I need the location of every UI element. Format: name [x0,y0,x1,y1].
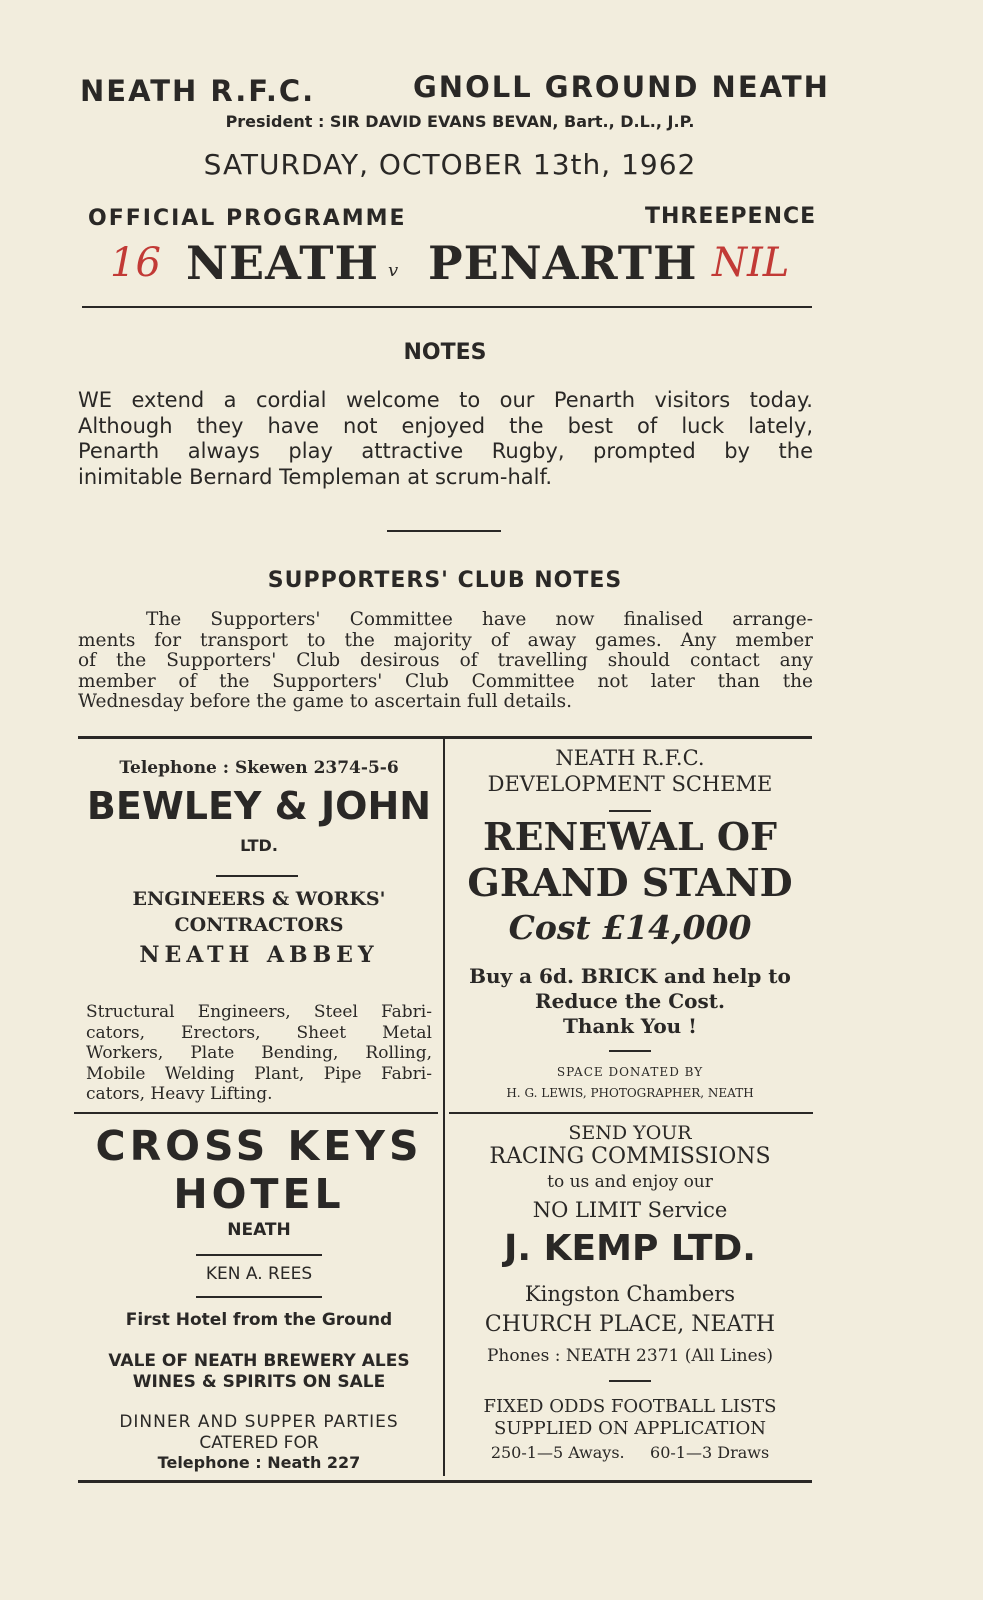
section-divider [387,530,501,532]
supporters-line: The Supporters' Committee have now finalised arrange- [146,609,813,630]
ad-bewley-john [78,740,440,1110]
crosskeys-divider-1 [196,1254,322,1256]
kemp-name: J. KEMP LTD. [504,1228,756,1269]
kemp-odds-1: FIXED ODDS FOOTBALL LISTS [483,1396,777,1417]
away-team: PENARTH [428,236,698,290]
notes-line: WE extend a cordial welcome to our Penarth visitors today. [78,388,813,412]
kemp-odds-2: SUPPLIED ON APPLICATION [493,1418,766,1439]
dev-line-2: DEVELOPMENT SCHEME [487,772,773,796]
kemp-line-2: RACING COMMISSIONS [489,1144,771,1169]
crosskeys-ales-1: VALE OF NEATH BREWERY ALES [108,1351,410,1371]
crosskeys-divider-2 [196,1296,322,1298]
programme-label: OFFICIAL PROGRAMME [88,206,407,231]
dev-title-2: GRAND STAND [467,860,793,905]
kemp-address-1: Kingston Chambers [524,1282,736,1306]
ads-left-mid-rule [74,1112,438,1114]
bewley-service-line: Mobile Welding Plant, Pipe Fabri- [86,1063,432,1084]
programme-price: THREEPENCE [645,204,817,229]
match-date: SATURDAY, OCTOBER 13th, 1962 [203,148,697,181]
bewley-location: NEATH ABBEY [139,942,379,968]
kemp-line-4: NO LIMIT Service [532,1198,728,1222]
bewley-service-line: cators, Erectors, Sheet Metal [86,1022,432,1043]
ad-kemp-ltd [447,1116,813,1478]
away-score-handwritten: NIL [712,240,790,286]
crosskeys-name-2: HOTEL [173,1170,345,1218]
ads-bottom-rule [78,1480,812,1483]
header-rule [82,306,812,308]
bewley-service-line: Workers, Plate Bending, Rolling, [86,1043,432,1063]
dev-donated-2: H. G. LEWIS, PHOTOGRAPHER, NEATH [506,1086,754,1100]
notes-line: Penarth always play attractive Rugby, prompted by the [78,439,813,463]
crosskeys-parties-2: CATERED FOR [199,1433,319,1453]
bewley-ltd: LTD. [240,836,278,855]
home-team: NEATH [186,236,379,290]
ads-vertical-rule [443,738,445,1476]
supporters-line: of the Supporters' Club desirous of travelling should contact any [78,650,813,671]
ad-cross-keys-hotel [78,1116,440,1478]
supporters-line: member of the Supporters' Club Committee not later than the [78,670,813,692]
kemp-address-2: CHURCH PLACE, NEATH [484,1312,776,1337]
dev-donated-1: SPACE DONATED BY [556,1065,704,1079]
dev-divider-bottom [609,1050,651,1052]
bewley-services [86,1002,432,1105]
crosskeys-proprietor: KEN A. REES [205,1264,313,1284]
bewley-trade-2: CONTRACTORS [174,914,344,936]
supporters-body [78,610,813,713]
kemp-phones: Phones : NEATH 2371 (All Lines) [486,1346,774,1366]
president-line: President : SIR DAVID EVANS BEVAN, Bart., D.L., J.P. [225,112,695,131]
crosskeys-town: NEATH [227,1220,291,1240]
home-score-handwritten: 16 [110,240,161,286]
notes-heading: NOTES [403,340,487,365]
versus-mark: v [388,260,399,281]
kemp-odds-3: 250-1—5 Aways. 60-1—3 Draws [490,1443,770,1462]
dev-line-1: NEATH R.F.C. [555,746,705,770]
bewley-service-line: cators, Heavy Lifting. [86,1084,273,1104]
notes-line: Although they have not enjoyed the best of luck lately, [78,413,813,438]
bewley-divider [216,875,298,877]
kemp-line-1: SEND YOUR [568,1122,692,1144]
dev-title-1: RENEWAL OF [483,814,777,859]
crosskeys-parties-1: DINNER AND SUPPER PARTIES [119,1412,399,1432]
club-name: NEATH R.F.C. [80,74,316,108]
crosskeys-telephone: Telephone : Neath 227 [157,1453,361,1472]
bewley-service-line: Structural Engineers, Steel Fabri- [86,1002,432,1022]
ground-name: GNOLL GROUND NEATH [413,70,830,104]
bewley-name: BEWLEY & JOHN [86,784,432,828]
crosskeys-name-1: CROSS KEYS [95,1122,423,1170]
ads-right-mid-rule [449,1112,813,1114]
kemp-divider [609,1380,651,1382]
bewley-telephone: Telephone : Skewen 2374-5-6 [119,758,399,778]
dev-cost: Cost £14,000 [508,908,752,947]
bewley-trade-1: ENGINEERS & WORKS' [132,888,386,910]
ad-development-scheme [447,740,813,1110]
kemp-line-3: to us and enjoy our [547,1172,713,1192]
supporters-line: ments for transport to the majority of away games. Any member [78,629,813,651]
dev-appeal-1: Buy a 6d. BRICK and help to [469,964,791,988]
dev-appeal-2: Reduce the Cost. [535,989,725,1013]
supporters-line: Wednesday before the game to ascertain full details. [78,691,572,712]
dev-appeal-3: Thank You ! [563,1014,697,1038]
notes-line: inimitable Bernard Templeman at scrum-half. [78,464,552,489]
crosskeys-ales-2: WINES & SPIRITS ON SALE [132,1372,386,1392]
ads-top-rule [78,736,812,739]
crosskeys-tagline: First Hotel from the Ground [125,1310,393,1330]
supporters-heading: SUPPORTERS' CLUB NOTES [267,568,623,593]
dev-divider-top [609,810,651,812]
notes-body [78,388,813,490]
